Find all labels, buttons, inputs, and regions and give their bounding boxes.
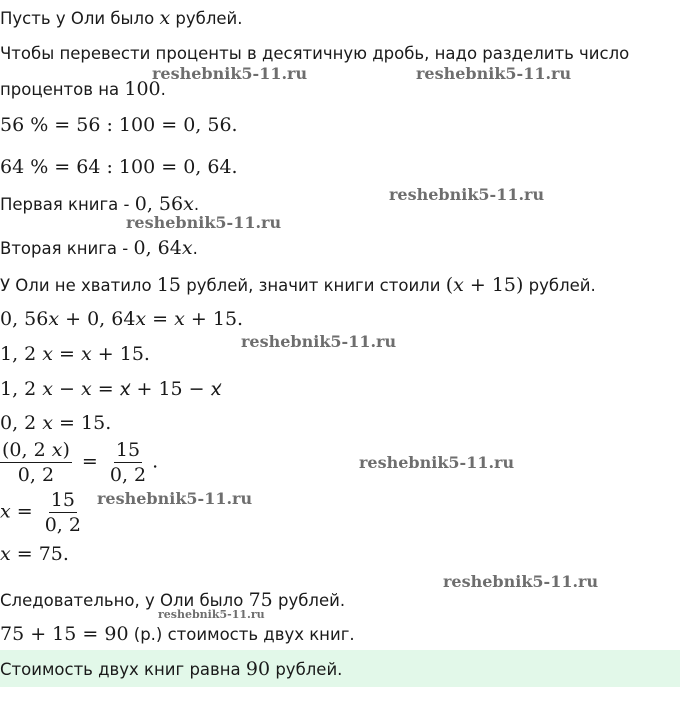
text-line-3 bbox=[0, 78, 166, 101]
text: процентов на bbox=[0, 80, 125, 99]
fraction-denominator: 0, 2 bbox=[44, 514, 81, 536]
math-var: x bbox=[42, 378, 54, 400]
text-line-1 bbox=[0, 7, 242, 30]
text: (р.) стоимость двух книг. bbox=[128, 625, 355, 644]
text: Следовательно, у Оли было bbox=[0, 591, 249, 610]
text: Первая книга - bbox=[0, 195, 135, 214]
math-var: x bbox=[42, 412, 54, 434]
watermark: reshebnik5-11.ru bbox=[416, 64, 572, 83]
math: = bbox=[146, 308, 175, 330]
math: = bbox=[75, 450, 104, 473]
math-var: x bbox=[174, 308, 185, 330]
equation-1: 56 % = 56 : 100 = 0, 56. bbox=[0, 114, 238, 136]
math: 0, 56 bbox=[0, 308, 49, 330]
fraction-denominator: 0, 2 bbox=[17, 464, 55, 486]
math: + 15. bbox=[184, 308, 244, 330]
math: 0, 64 bbox=[133, 237, 182, 259]
answer-text bbox=[0, 658, 342, 681]
text-line-total bbox=[0, 623, 355, 646]
watermark: reshebnik5-11.ru bbox=[241, 332, 397, 351]
watermark: reshebnik5-11.ru bbox=[152, 64, 308, 83]
equation-fraction-2 bbox=[0, 488, 87, 537]
math: = 15. bbox=[53, 412, 112, 434]
math-var: x bbox=[0, 500, 11, 523]
math: + 15 − bbox=[130, 378, 211, 400]
cancelled-var: x bbox=[210, 378, 222, 400]
fraction bbox=[108, 438, 148, 487]
math: . bbox=[152, 450, 159, 473]
text: . bbox=[160, 80, 166, 99]
fraction bbox=[0, 438, 72, 487]
text: Стоимость двух книг равна bbox=[0, 660, 246, 679]
math: + 15. bbox=[91, 343, 150, 365]
math: − bbox=[53, 378, 82, 400]
equation-result bbox=[0, 542, 69, 566]
math: = bbox=[53, 343, 82, 365]
math-var: x bbox=[135, 308, 147, 330]
equation-5 bbox=[0, 377, 221, 401]
math-number: 75 bbox=[248, 589, 273, 611]
fraction-denominator: 0, 2 bbox=[109, 464, 147, 486]
math-var: x bbox=[453, 274, 464, 296]
equation-3 bbox=[0, 307, 243, 331]
math: ) bbox=[62, 439, 70, 461]
math: ( bbox=[445, 274, 454, 296]
text-line-second-book bbox=[0, 237, 198, 260]
equation-4 bbox=[0, 342, 150, 366]
math: + 15) bbox=[463, 274, 524, 296]
math-var: x bbox=[183, 193, 194, 215]
fraction-numerator: 15 bbox=[115, 439, 141, 461]
math: (0, 2 bbox=[2, 439, 52, 461]
watermark: reshebnik5-11.ru bbox=[443, 572, 599, 591]
cancelled-var: x bbox=[119, 378, 131, 400]
watermark: reshebnik5-11.ru bbox=[126, 213, 282, 232]
math-var: x bbox=[181, 237, 193, 259]
fraction bbox=[43, 488, 83, 537]
text: рублей. bbox=[523, 276, 596, 295]
math-var: x bbox=[48, 308, 60, 330]
math: 0, 56 bbox=[134, 193, 184, 215]
math-var: x bbox=[159, 7, 171, 29]
watermark: reshebnik5-11.ru bbox=[97, 489, 253, 508]
math: = 75. bbox=[10, 543, 69, 565]
math: 1, 2 bbox=[0, 378, 43, 400]
watermark: reshebnik5-11.ru bbox=[158, 608, 265, 621]
equation-6 bbox=[0, 411, 111, 435]
text: рублей. bbox=[170, 9, 243, 28]
math-var: x bbox=[42, 343, 54, 365]
math-var: x bbox=[0, 543, 11, 565]
text-line-2: Чтобы перевести проценты в десятичную дробь, надо разделить число bbox=[0, 44, 630, 63]
text: рублей. bbox=[272, 591, 346, 610]
math: = bbox=[10, 500, 39, 523]
math: 0, 2 bbox=[0, 412, 43, 434]
text: . bbox=[193, 195, 200, 214]
math-var: x bbox=[51, 439, 63, 461]
text: У Оли не хватило bbox=[0, 276, 157, 295]
equation-2: 64 % = 64 : 100 = 0, 64. bbox=[0, 156, 238, 178]
text: Вторая книга - bbox=[0, 239, 134, 258]
math: 75 + 15 = 90 bbox=[0, 623, 129, 645]
math-number: 15 bbox=[156, 274, 181, 296]
fraction-numerator bbox=[0, 438, 72, 463]
math-var: x bbox=[81, 343, 92, 365]
text: . bbox=[192, 239, 198, 258]
text: Пусть у Оли было bbox=[0, 9, 160, 28]
math-number: 100 bbox=[124, 78, 161, 100]
text-line-6 bbox=[0, 274, 596, 297]
watermark: reshebnik5-11.ru bbox=[389, 185, 545, 204]
watermark: reshebnik5-11.ru bbox=[359, 453, 515, 472]
fraction-numerator: 15 bbox=[50, 489, 75, 511]
math: + 0, 64 bbox=[59, 308, 136, 330]
math: 1, 2 bbox=[0, 343, 43, 365]
text: рублей. bbox=[270, 660, 343, 679]
math-number: 90 bbox=[245, 658, 271, 680]
answer-box bbox=[0, 650, 680, 687]
text: рублей, значит книги стоили bbox=[181, 276, 446, 295]
equation-fraction-1 bbox=[0, 438, 158, 487]
math-var: x bbox=[81, 378, 92, 400]
math: = bbox=[91, 378, 120, 400]
